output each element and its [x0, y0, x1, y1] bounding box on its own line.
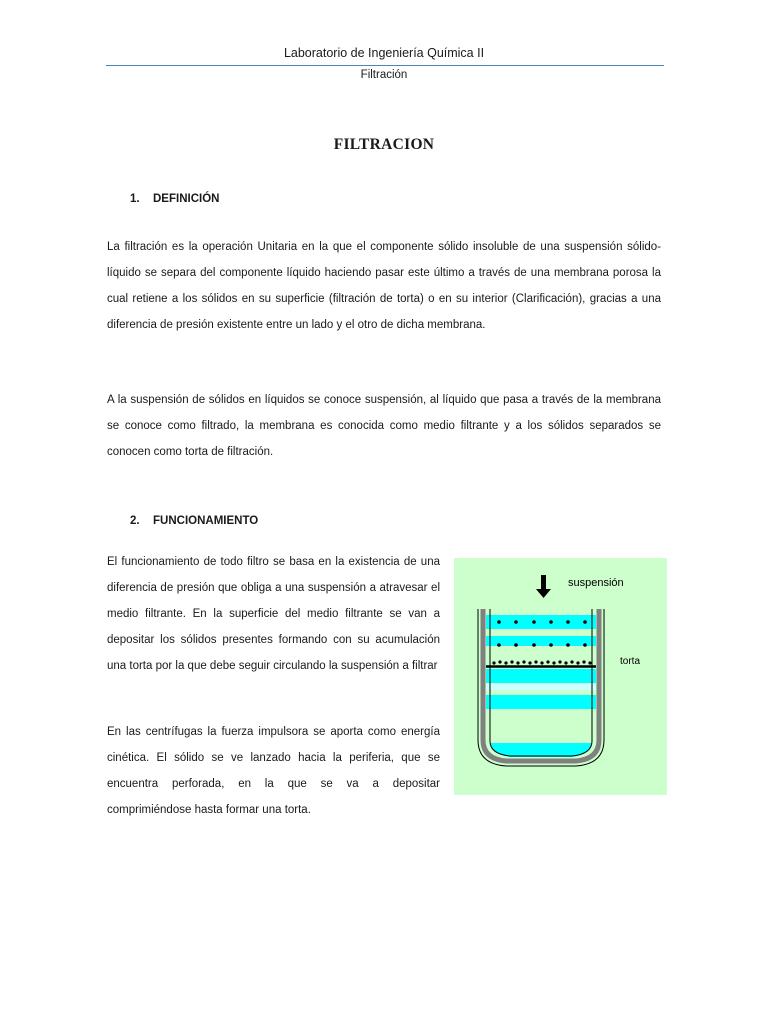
- section-1-title: DEFINICIÓN: [153, 193, 220, 205]
- section-2-paragraph-2: En las centrífugas la fuerza impulsora se aporta como energía cinética. El sólido se ve lanzado hacia la periferia, que se encuentra perforada, en la que se va a depositar comprimiéndose hasta formar una torta.: [107, 726, 440, 816]
- filter-diagram: [454, 558, 667, 795]
- down-arrow-icon: [536, 575, 551, 598]
- label-suspension: suspensión: [568, 577, 624, 589]
- filtrate-band-lower: [486, 695, 596, 709]
- filtrate-band-light: [486, 684, 596, 690]
- section-2-heading: [130, 514, 258, 528]
- section-1-number: 1.: [130, 193, 140, 205]
- section-1-paragraph-1: La filtración es la operación Unitaria en la que el componente sólido insoluble de una suspensión sólido-líquido se separa del componente líquido haciendo pasar este último a través de una membrana porosa la cual retiene a los sólidos en su superficie (filtración de torta) o en su interior (Clarificación), gracias a una diferencia de presión existente entre un lado y el otro de dicha membrana.: [107, 241, 661, 331]
- liquid-band-middle: [486, 636, 596, 646]
- section-1-heading: [130, 192, 219, 206]
- section-2-number: 2.: [130, 515, 140, 527]
- page-header-course: Laboratorio de Ingeniería Química II: [283, 46, 485, 60]
- filtrate-band-upper: [486, 669, 596, 683]
- section-2-paragraph-1: El funcionamiento de todo filtro se basa en la existencia de una diferencia de presión que obliga a una suspensión a atravesar el medio filtrante. En la superficie del medio filtrante se van a depositar los sólidos presentes formando con su acumulación una torta por la que debe seguir circulando la suspensión a filtrar: [107, 556, 440, 672]
- section-1-paragraph-2: A la suspensión de sólidos en líquidos se conoce suspensión, al líquido que pasa a través de la membrana se conoce como filtrado, la membrana es conocida como medio filtrante y a los sólidos separados se conocen como torta de filtración.: [107, 394, 661, 458]
- section-2-title: FUNCIONAMIENTO: [153, 515, 259, 527]
- cake-particles: [492, 660, 591, 664]
- filter-diagram-svg: [454, 558, 667, 795]
- header-rule: [106, 65, 664, 66]
- label-torta: torta: [620, 656, 641, 667]
- document-title: FILTRACION: [333, 136, 435, 153]
- liquid-band-top: [486, 615, 596, 629]
- page-header-topic: Filtración: [360, 69, 408, 81]
